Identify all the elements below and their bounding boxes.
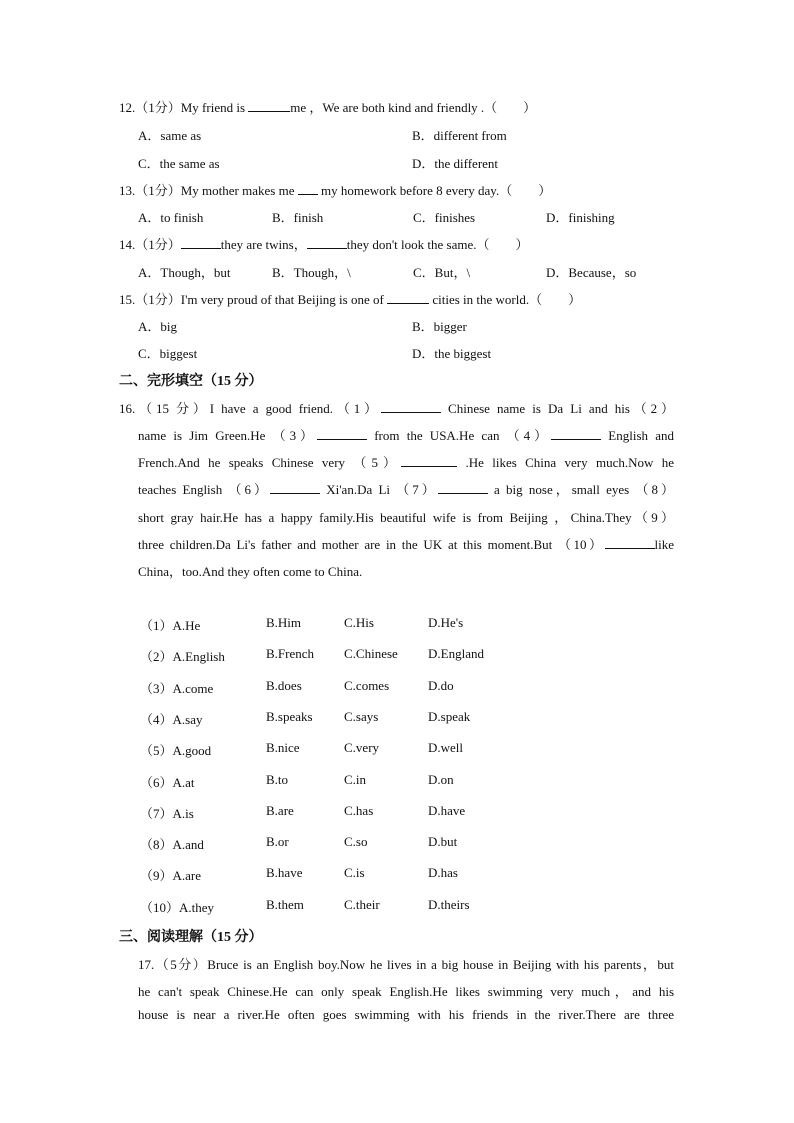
q16-passage-line-1: 16.（15 分）I have a good friend.（1） Chinese name is Da Li and his（2） — [119, 401, 675, 416]
q16-blank-6-option-c: C.in — [344, 771, 367, 787]
q16-blank-7-option-c: C.has — [344, 802, 374, 818]
q16-blank-4-option-b: B.speaks — [266, 708, 313, 724]
q16-blank-7-option-b: B.are — [266, 802, 294, 818]
blank-3 — [317, 427, 367, 440]
q16-blank-2-option-a: （2）A.English — [140, 649, 225, 665]
q16-blank-10-option-a: （10）A.they — [140, 899, 215, 915]
blank-4 — [551, 427, 601, 440]
q15-option-d: D．the biggest — [412, 346, 492, 361]
blank — [181, 236, 221, 249]
q12-option-c: C．the same as — [138, 156, 220, 171]
q16-blank-1-option-d: D.He's — [428, 615, 464, 630]
q16-passage-line-2: name is Jim Green.He （3） from the USA.He can （4） English and — [138, 428, 674, 443]
q17-passage-line-1: 17.（5分）Bruce is an English boy.Now he lives in a big house in Beijing with his parents，but — [138, 957, 674, 972]
q14-option-a: A．Though，but — [138, 265, 231, 280]
q16-blank-4-option-a: （4）A.say — [140, 711, 203, 727]
q16-blank-8-option-d: D.but — [428, 834, 458, 850]
q16-blank-9-option-a: （9）A.are — [140, 868, 202, 884]
q16-blank-5-option-d: D.well — [428, 740, 464, 756]
section-heading-reading: 三、阅读理解（15 分） — [119, 930, 263, 945]
q16-blank-5-option-b: B.nice — [266, 740, 300, 756]
q13-option-c: C．finishes — [413, 210, 476, 225]
q16-blank-8-option-b: B.or — [266, 834, 289, 850]
q16-blank-10-option-d: D.theirs — [428, 896, 470, 912]
q14-option-c: C．But，\ — [413, 265, 471, 280]
q12-option-d: D．the different — [412, 156, 499, 171]
q16-blank-9-option-c: C.is — [344, 865, 365, 881]
q16-blank-8-option-c: C.so — [344, 834, 368, 850]
q16-blank-7-option-d: D.have — [428, 802, 466, 818]
q16-blank-6-option-d: D.on — [428, 771, 454, 787]
q16-blank-1-option-b: B.Him — [266, 615, 302, 630]
q16-blank-4-option-c: C.says — [344, 708, 379, 724]
q16-passage-line-7: China，too.And they often come to China. — [138, 564, 363, 579]
blank-7 — [438, 481, 488, 494]
q16-blank-1-option-a: （1）A.He — [140, 618, 201, 633]
section-heading-cloze: 二、完形填空（15 分） — [119, 374, 263, 389]
q16-blank-2-option-c: C.Chinese — [344, 646, 398, 662]
question-12-stem: 12.（1分）My friend is me ，We are both kind and friendly .（ ） — [119, 100, 537, 115]
question-15-stem: 15.（1分）I'm very proud of that Beijing is one of cities in the world.（ ） — [119, 292, 582, 307]
blank-1 — [381, 400, 441, 413]
q14-option-d: D．Because，so — [546, 265, 637, 280]
q16-blank-5-option-a: （5）A.good — [140, 743, 212, 759]
blank — [307, 236, 347, 249]
q16-blank-3-option-c: C.comes — [344, 677, 390, 693]
q17-passage-line-2: he can't speak Chinese.He can only speak English.He likes swimming very much，and his — [138, 984, 674, 999]
q16-blank-2-option-d: D.England — [428, 646, 484, 662]
q16-blank-9-option-d: D.has — [428, 865, 458, 881]
q13-option-a: A．to finish — [138, 210, 204, 225]
q16-blank-7-option-a: （7）A.is — [140, 805, 194, 821]
blank-5 — [401, 454, 457, 467]
q12-option-b: B．different from — [412, 128, 507, 143]
q16-blank-3-option-a: （3）A.come — [140, 680, 214, 696]
q16-passage-line-6: three children.Da Li's father and mother are in the UK at this moment.But （10） like — [138, 537, 674, 552]
q16-blank-4-option-d: D.speak — [428, 708, 471, 724]
q16-blank-10-option-c: C.their — [344, 896, 380, 912]
question-14-stem: 14.（1分） they are twins， they don't look the same.（ ） — [119, 237, 529, 252]
q15-option-a: A．big — [138, 319, 178, 334]
blank — [248, 99, 290, 112]
blank — [298, 182, 318, 195]
blank-6 — [270, 481, 320, 494]
q16-blank-9-option-b: B.have — [266, 865, 303, 881]
q16-passage-line-4: teaches English （6） Xi'an.Da Li （7） a big nose，small eyes （8） — [138, 482, 674, 497]
blank-10 — [605, 536, 655, 549]
q16-blank-3-option-d: D.do — [428, 677, 454, 693]
q16-blank-8-option-a: （8）A.and — [140, 837, 204, 853]
q16-blank-6-option-b: B.to — [266, 771, 289, 787]
q17-passage-line-3: house is near a river.He often goes swimming with his friends in the river.There are three — [138, 1007, 674, 1022]
q12-option-a: A．same as — [138, 128, 202, 143]
q16-blank-6-option-a: （6）A.at — [140, 774, 195, 790]
q16-blank-3-option-b: B.does — [266, 677, 302, 693]
q13-option-d: D．finishing — [546, 210, 615, 225]
q16-blank-1-option-c: C.His — [344, 615, 374, 630]
q13-option-b: B．finish — [272, 210, 324, 225]
q16-passage-line-3: French.And he speaks Chinese very （5） .He likes China very much.Now he — [138, 455, 674, 470]
q16-blank-2-option-b: B.French — [266, 646, 315, 662]
q15-option-c: C．biggest — [138, 346, 198, 361]
blank — [387, 291, 429, 304]
q16-passage-line-5: short gray hair.He has a happy family.His beautiful wife is from Beijing ，China.They（9） — [138, 510, 674, 525]
question-13-stem: 13.（1分）My mother makes me my homework before 8 every day.（ ） — [119, 183, 552, 198]
q14-option-b: B．Though，\ — [272, 265, 351, 280]
q16-blank-5-option-c: C.very — [344, 740, 380, 756]
q15-option-b: B．bigger — [412, 319, 467, 334]
q16-blank-10-option-b: B.them — [266, 896, 304, 912]
